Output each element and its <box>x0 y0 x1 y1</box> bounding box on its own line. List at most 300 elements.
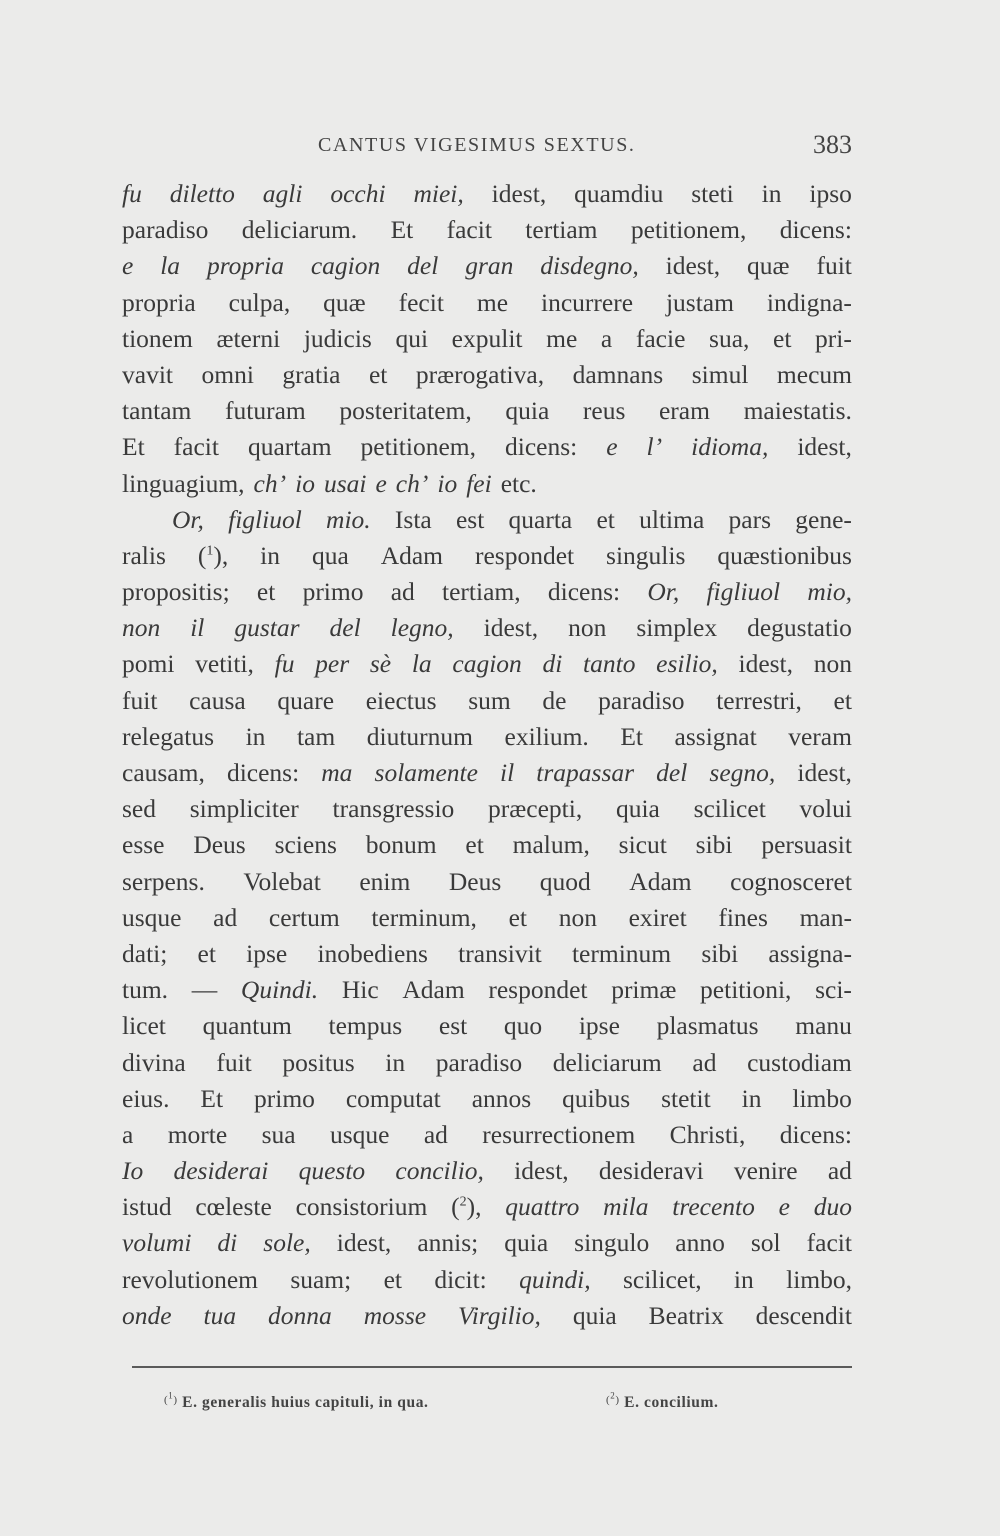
word: ($^1$), <box>197 540 229 570</box>
word: quibus <box>562 1083 631 1113</box>
word: sum <box>468 685 511 715</box>
word: causam, <box>122 758 205 787</box>
word: scilicet, <box>622 1264 702 1294</box>
footnote-rule <box>132 1366 852 1368</box>
text-line <box>122 1117 852 1153</box>
italic-word: duo <box>813 1192 852 1222</box>
word: ad <box>423 1119 448 1149</box>
italic-word: tua <box>203 1300 237 1330</box>
italic-word: di <box>542 649 563 679</box>
word: qui <box>395 323 429 353</box>
italic-word: e <box>375 468 387 498</box>
word: Hic <box>341 975 379 1005</box>
word: facie <box>635 323 686 353</box>
italic-word: figliuol <box>706 577 781 607</box>
word: petitionem, <box>630 215 747 245</box>
word: tertiam, <box>442 577 521 607</box>
word: gratia <box>282 359 341 389</box>
word: quod <box>539 866 591 896</box>
word: suam; <box>290 1264 352 1294</box>
text-line <box>122 321 852 357</box>
word: idest, <box>797 758 852 787</box>
text-line <box>122 212 852 248</box>
word: reus <box>582 396 626 426</box>
word: plasmatus <box>656 1011 759 1041</box>
word: est <box>455 504 485 534</box>
text-line <box>122 574 852 610</box>
italic-word: occhi <box>330 179 386 208</box>
italic-word: diletto <box>169 179 235 208</box>
word: me <box>476 287 509 317</box>
word: esse <box>122 830 165 860</box>
word: fuit <box>816 251 852 281</box>
word: quare <box>277 685 335 715</box>
italic-word: fu <box>274 649 295 679</box>
word: gene- <box>795 504 852 534</box>
italic-word: Io <box>122 1156 144 1186</box>
word: simplex <box>636 613 718 643</box>
italic-word: la <box>160 251 181 281</box>
italic-word: fei <box>466 468 492 498</box>
italic-word: quattro <box>505 1192 580 1222</box>
word: quia <box>572 1300 617 1330</box>
word: cœleste <box>195 1192 272 1222</box>
word: respondet <box>488 975 588 1005</box>
word: veram <box>788 721 852 751</box>
word: in <box>260 540 280 570</box>
word: non <box>558 902 597 932</box>
italic-word: Quindi. <box>240 975 319 1005</box>
running-head <box>0 132 1000 162</box>
word: exiret <box>628 902 687 932</box>
word: in <box>385 1047 406 1077</box>
word: eram <box>658 396 710 426</box>
word: facit <box>446 215 492 245</box>
word: ad <box>827 1156 852 1186</box>
word: terminum, <box>371 902 477 932</box>
italic-word: Virgilio, <box>458 1300 541 1330</box>
word: dicens: <box>504 432 578 462</box>
italic-word: la <box>411 649 432 679</box>
text-line <box>122 176 852 212</box>
word: paradiso <box>122 215 209 245</box>
word: dati; <box>122 938 168 968</box>
italic-word: ch’ <box>253 468 287 498</box>
word: et <box>833 685 852 715</box>
body-text <box>122 176 852 1334</box>
word: sicut <box>618 830 667 860</box>
text-line <box>122 936 852 972</box>
word: Christi, <box>669 1119 746 1149</box>
word: limbo, <box>786 1264 852 1294</box>
word: dicens: <box>226 758 300 787</box>
word: etc. <box>500 468 537 498</box>
word: pars <box>728 504 772 534</box>
italic-word: del <box>329 613 361 643</box>
italic-word: desiderai <box>173 1156 269 1186</box>
word: in <box>741 1083 762 1113</box>
italic-word: concilio, <box>395 1156 484 1186</box>
word: ipso <box>809 179 852 208</box>
running-title: CANTUS VIGESIMUS SEXTUS. <box>318 134 636 156</box>
word: me <box>546 323 578 353</box>
italic-word: figliuol <box>228 504 302 534</box>
text-line <box>122 285 852 321</box>
word: singulis <box>606 540 686 570</box>
word: et <box>368 359 388 389</box>
word: sed <box>122 794 156 824</box>
word: sua, <box>709 323 750 353</box>
word: qua <box>311 540 349 570</box>
word: petitioni, <box>700 975 792 1005</box>
italic-word: legno, <box>390 613 454 643</box>
word: consistorium <box>295 1192 428 1222</box>
text-line <box>122 538 852 574</box>
footnote-1-text: E. generalis huius capituli, in qua. <box>182 1394 429 1411</box>
word: resurrectionem <box>482 1119 636 1149</box>
word: cognosceret <box>730 866 852 896</box>
text-line <box>122 1298 852 1334</box>
text-line <box>122 1008 852 1044</box>
word: et <box>383 1264 402 1294</box>
word: Adam <box>380 540 444 570</box>
word: non <box>568 613 607 643</box>
text-line <box>122 610 852 646</box>
italic-word: donna <box>268 1300 332 1330</box>
word: vavit <box>122 359 173 389</box>
footnote-2-mark: (2) <box>606 1390 620 1406</box>
text-line <box>122 1262 852 1298</box>
word: quo <box>503 1011 543 1041</box>
italic-word: segno, <box>709 758 776 787</box>
word: dicens: <box>779 1119 852 1149</box>
word: quantum <box>202 1011 292 1041</box>
word: ($^2$), <box>451 1192 482 1222</box>
italic-word: io <box>437 468 458 498</box>
word: quarta <box>508 504 573 534</box>
word: et <box>508 902 528 932</box>
word: omni <box>201 359 254 389</box>
text-line <box>122 393 852 429</box>
italic-word: propria <box>206 251 284 281</box>
italic-word: trecento <box>672 1192 755 1222</box>
word: limbo <box>792 1083 852 1113</box>
word: in <box>245 721 266 751</box>
word: deliciarum <box>552 1047 662 1077</box>
italic-word: il <box>500 758 515 787</box>
word: paradiso <box>598 685 685 715</box>
word: pomi <box>122 649 175 679</box>
italic-word: mio, <box>807 577 852 607</box>
word: tionem <box>122 323 193 353</box>
word: non <box>813 649 852 679</box>
word: usque <box>329 1119 390 1149</box>
text-line <box>122 719 852 755</box>
word: judicis <box>303 323 372 353</box>
word: assigna- <box>768 938 852 968</box>
word: scilicet <box>693 794 766 824</box>
word: terminum <box>571 938 672 968</box>
word: Et <box>390 215 414 245</box>
word: Adam <box>629 866 692 896</box>
word: diuturnum <box>366 721 473 751</box>
word: idest, <box>491 179 547 208</box>
italic-word: ch’ <box>395 468 429 498</box>
italic-word: cagion <box>452 649 522 679</box>
word: sua <box>261 1119 296 1149</box>
word: sci- <box>815 975 852 1005</box>
word: quæ <box>747 251 790 281</box>
footnote-2-text: E. concilium. <box>624 1394 719 1411</box>
word: respondet <box>474 540 575 570</box>
word: maiestatis. <box>743 396 852 426</box>
word: degustatio <box>747 613 852 643</box>
text-line <box>122 1153 852 1189</box>
word: eius. <box>122 1083 170 1113</box>
word: Ista <box>394 504 432 534</box>
footnote-1-mark: (1) <box>164 1390 178 1406</box>
word: — <box>191 975 218 1005</box>
word: serpens. <box>122 866 205 896</box>
text-line <box>122 1189 852 1225</box>
word: fines <box>718 902 768 932</box>
word: idest, <box>738 649 794 679</box>
word: culpa, <box>228 287 291 317</box>
italic-word: di <box>217 1228 238 1258</box>
word: simpliciter <box>189 794 299 824</box>
text-line <box>122 466 852 502</box>
word: ralis <box>122 540 166 570</box>
italic-word: e <box>778 1192 790 1222</box>
footnote-2 <box>606 1390 719 1412</box>
word: simul <box>691 359 749 389</box>
word: computat <box>345 1083 441 1113</box>
word: præcepti, <box>488 794 583 824</box>
italic-word: questo <box>298 1156 366 1186</box>
italic-word: gustar <box>234 613 300 643</box>
italic-word: agli <box>262 179 303 208</box>
word: idest, <box>336 1228 392 1258</box>
italic-word: e <box>122 251 134 281</box>
word: prærogativa, <box>415 359 545 389</box>
text-line <box>122 429 852 465</box>
word: dicit: <box>434 1264 487 1294</box>
word: æterni <box>216 323 281 353</box>
word: de <box>542 685 567 715</box>
italic-word: e <box>606 432 618 462</box>
word: idest, <box>514 1156 569 1186</box>
word: causa <box>189 685 246 715</box>
word: et <box>197 938 216 968</box>
text-line <box>122 900 852 936</box>
word: ad <box>390 577 415 607</box>
text-line <box>122 683 852 719</box>
text-line <box>122 1081 852 1117</box>
word: mecum <box>776 359 852 389</box>
word: et <box>256 577 276 607</box>
word: primæ <box>611 975 677 1005</box>
italic-word: del <box>407 251 439 281</box>
word: descendit <box>755 1300 852 1330</box>
word: indigna- <box>766 287 852 317</box>
word: terrestri, <box>716 685 802 715</box>
word: dicens: <box>779 215 852 245</box>
word: ipse <box>246 938 288 968</box>
word: Volebat <box>243 866 321 896</box>
word: sciens <box>274 830 337 860</box>
text-line <box>122 1225 852 1261</box>
italic-word: mio. <box>326 504 371 534</box>
word: Et <box>122 432 145 462</box>
word: Adam <box>402 975 465 1005</box>
italic-word: io <box>295 468 315 498</box>
word: divina <box>122 1047 186 1077</box>
word: in <box>761 179 782 208</box>
text-line <box>122 248 852 284</box>
word: tempus <box>328 1011 403 1041</box>
word: fecit <box>398 287 444 317</box>
word: damnans <box>572 359 664 389</box>
word: Et <box>620 721 644 751</box>
italic-word: gran <box>465 251 514 281</box>
word: quamdiu <box>574 179 664 208</box>
word: idest, <box>665 251 721 281</box>
text-line <box>122 972 852 1008</box>
word: posteritatem, <box>339 396 472 426</box>
italic-word: miei, <box>413 179 464 208</box>
word: transgressio <box>332 794 455 824</box>
word: custodiam <box>747 1047 852 1077</box>
word: istud <box>122 1192 172 1222</box>
word: idest, <box>483 613 539 643</box>
word: venire <box>733 1156 798 1186</box>
word: quæ <box>323 287 366 317</box>
italic-word: idioma, <box>691 432 769 462</box>
word: volui <box>799 794 852 824</box>
word: facit <box>173 432 219 462</box>
word: malum, <box>512 830 590 860</box>
word: enim <box>359 866 411 896</box>
italic-word: fu <box>122 179 142 208</box>
word: justam <box>665 287 734 317</box>
italic-word: quindi, <box>519 1264 591 1294</box>
word: Deus <box>448 866 502 896</box>
text-line <box>122 1045 852 1081</box>
word: steti <box>691 179 734 208</box>
word: annos <box>471 1083 532 1113</box>
text-line <box>122 357 852 393</box>
word: deliciarum. <box>241 215 358 245</box>
word: est <box>438 1011 468 1041</box>
word: incurrere <box>541 287 634 317</box>
word: sol <box>750 1228 781 1258</box>
word: ipse <box>578 1011 620 1041</box>
word: primo <box>254 1083 315 1113</box>
word: transivit <box>458 938 542 968</box>
word: et <box>465 830 484 860</box>
italic-word: ma <box>321 758 353 787</box>
word: sibi <box>695 830 733 860</box>
italic-word: solamente <box>374 758 478 787</box>
word: morte <box>167 1119 228 1149</box>
word: et <box>596 504 615 534</box>
word: ad <box>213 902 238 932</box>
word: propria <box>122 287 196 317</box>
word: fuit <box>216 1047 252 1077</box>
word: eiectus <box>365 685 437 715</box>
word: ultima <box>639 504 705 534</box>
word: futuram <box>225 396 306 426</box>
word: assignat <box>674 721 757 751</box>
word: et <box>773 323 792 353</box>
word: usque <box>122 902 182 932</box>
word: licet <box>122 1011 166 1041</box>
italic-word: usai <box>323 468 367 498</box>
word: Beatrix <box>648 1300 724 1330</box>
word: anno <box>675 1228 725 1258</box>
word: tertiam <box>525 215 598 245</box>
italic-word: del <box>656 758 688 787</box>
italic-word: tanto <box>583 649 636 679</box>
text-line <box>122 755 852 791</box>
word: dicens: <box>547 577 621 607</box>
word: linguagium, <box>122 468 245 498</box>
word: stetit <box>661 1083 711 1113</box>
word: Deus <box>193 830 246 860</box>
text-line <box>122 791 852 827</box>
word: in <box>733 1264 754 1294</box>
word: man- <box>799 902 852 932</box>
word: quia <box>505 396 550 426</box>
word: desideravi <box>598 1156 704 1186</box>
italic-word: trapassar <box>536 758 635 787</box>
word: Et <box>200 1083 224 1113</box>
italic-word: per <box>315 649 350 679</box>
word: paradiso <box>435 1047 523 1077</box>
word: facit <box>806 1228 852 1258</box>
word: tantam <box>122 396 192 426</box>
text-line <box>122 646 852 682</box>
italic-word: volumi <box>122 1228 192 1258</box>
word: tam <box>296 721 336 751</box>
word: positus <box>282 1047 355 1077</box>
italic-word: sole, <box>263 1228 311 1258</box>
word: expulit <box>451 323 523 353</box>
word: fuit <box>122 685 158 715</box>
italic-word: cagion <box>310 251 381 281</box>
word: sibi <box>701 938 739 968</box>
word: quæstionibus <box>717 540 852 570</box>
italic-word: mila <box>603 1192 649 1222</box>
word: quartam <box>247 432 332 462</box>
word: petitionem, <box>360 432 476 462</box>
word: quia <box>504 1228 549 1258</box>
word: certum <box>268 902 340 932</box>
word: pri- <box>815 323 852 353</box>
word: propositis; <box>122 577 230 607</box>
italic-word: Or, <box>172 504 204 534</box>
word: tum. <box>122 975 169 1005</box>
word: exilium. <box>504 721 589 751</box>
word: annis; <box>417 1228 479 1258</box>
italic-word: onde <box>122 1300 172 1330</box>
word: bonum <box>365 830 437 860</box>
italic-word: l’ <box>646 432 663 462</box>
word: idest, <box>797 432 852 462</box>
word: inobediens <box>317 938 428 968</box>
text-line <box>122 827 852 863</box>
word: a <box>122 1119 134 1149</box>
